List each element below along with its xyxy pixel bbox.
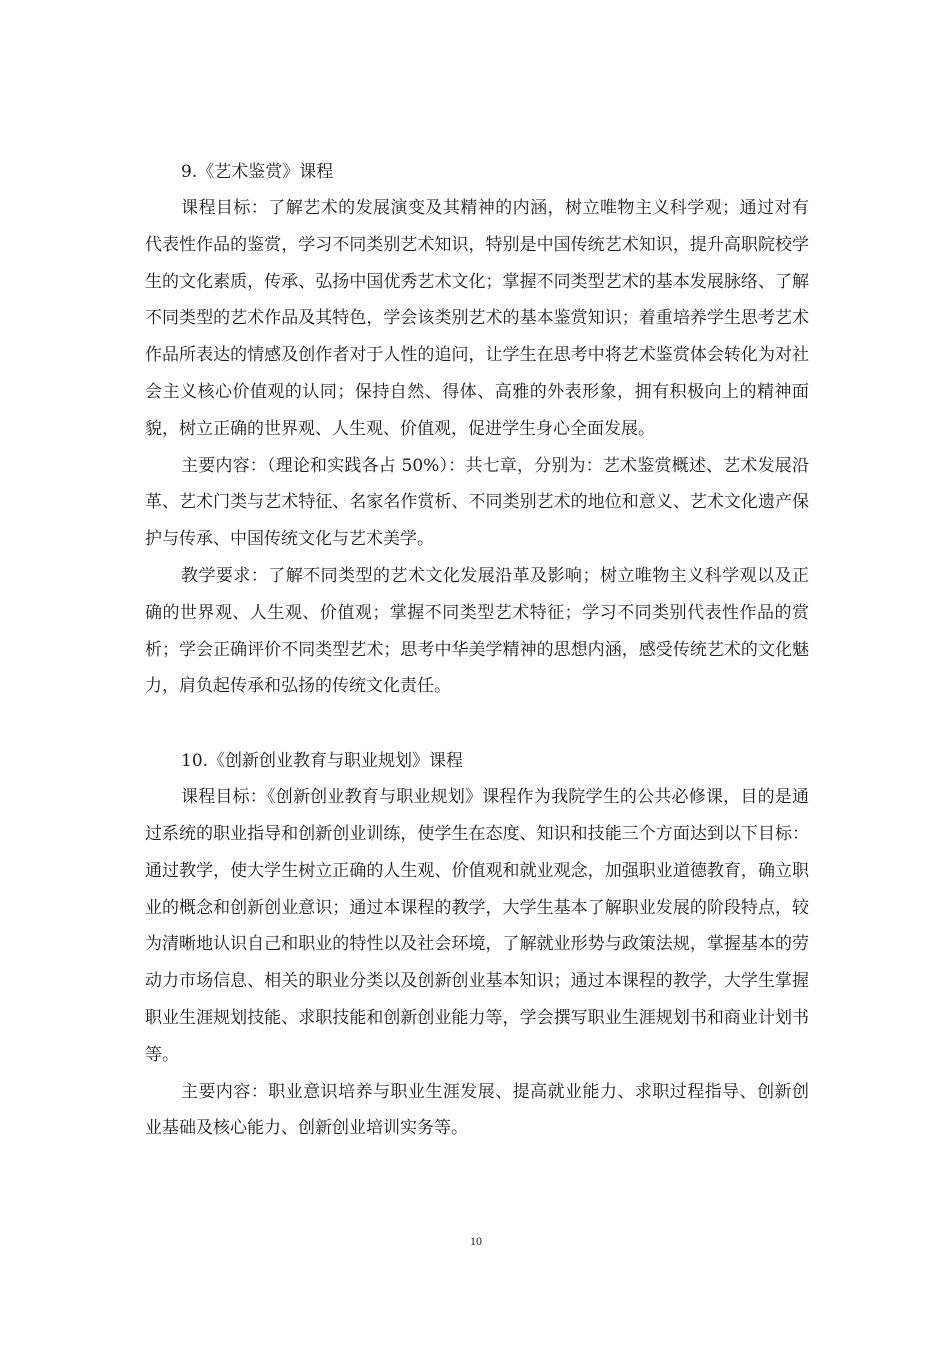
section-gap xyxy=(145,705,809,743)
course-objective-paragraph: 课程目标：《创新创业教育与职业规划》课程作为我院学生的公共必修课，目的是通过系统的职业指导和创新创业训练，使学生在态度、知识和技能三个方面达到以下目标：通过教学，使大学生树立正确的人生观、价值观和就业观念，加强职业道德教育，确立职业的概念和创新创业意识；通过本课程的教学，大学生基本了解职业发展的阶段特点，较为清晰地认识自己和职业的特性以及社会环境，了解就业形势与政策法规，掌握基本的劳动力市场信息、相关的职业分类以及创新创业基本知识；通过本课程的教学，大学生掌握职业生涯规划技能、求职技能和创新创业能力等，学会撰写职业生涯规划书和商业计划书等。 xyxy=(145,787,809,1065)
page-content xyxy=(145,154,809,1147)
course-objective-paragraph: 课程目标：了解艺术的发展演变及其精神的内涵，树立唯物主义科学观；通过对有代表性作品的鉴赏，学习不同类别艺术知识，特别是中国传统艺术知识，提升高职院校学生的文化素质，传承、弘扬中国优秀艺术文化；掌握不同类型艺术的基本发展脉络、了解不同类型的艺术作品及其特色，学会该类别艺术的基本鉴赏知识；着重培养学生思考艺术作品所表达的情感及创作者对于人性的追问，让学生在思考中将艺术鉴赏体会转化为对社会主义核心价值观的认同；保持自然、得体、高雅的外表形象，拥有积极向上的精神面貌，树立正确的世界观、人生观、价值观，促进学生身心全面发展。 xyxy=(145,198,809,439)
main-content-paragraph: 主要内容：职业意识培养与职业生涯发展、提高就业能力、求职过程指导、创新创业基础及核心能力、创新创业培训实务等。 xyxy=(145,1081,809,1139)
course-section-innovation-career xyxy=(145,743,809,1147)
section-title: 10.《创新创业教育与职业规划》课程 xyxy=(181,751,464,772)
page-number: 10 xyxy=(470,1234,482,1248)
course-section-art-appreciation xyxy=(145,154,809,705)
teaching-requirements-paragraph: 教学要求：了解不同类型的艺术文化发展沿革及影响；树立唯物主义科学观以及正确的世界观、人生观、价值观；掌握不同类型艺术特征；学习不同类别代表性作品的赏析；学会正确评价不同类型艺术；思考中华美学精神的思想内涵，感受传统艺术的文化魅力，肩负起传承和弘扬的传统文化责任。 xyxy=(145,565,809,697)
section-title: 9.《艺术鉴赏》课程 xyxy=(181,162,334,182)
main-content-paragraph: 主要内容：（理论和实践各占 50%）：共七章，分别为：艺术鉴赏概述、艺术发展沿革、艺术门类与艺术特征、名家名作赏析、不同类别艺术的地位和意义、艺术文化遗产保护与传承、中国传统文化与艺术美学。 xyxy=(145,455,809,550)
